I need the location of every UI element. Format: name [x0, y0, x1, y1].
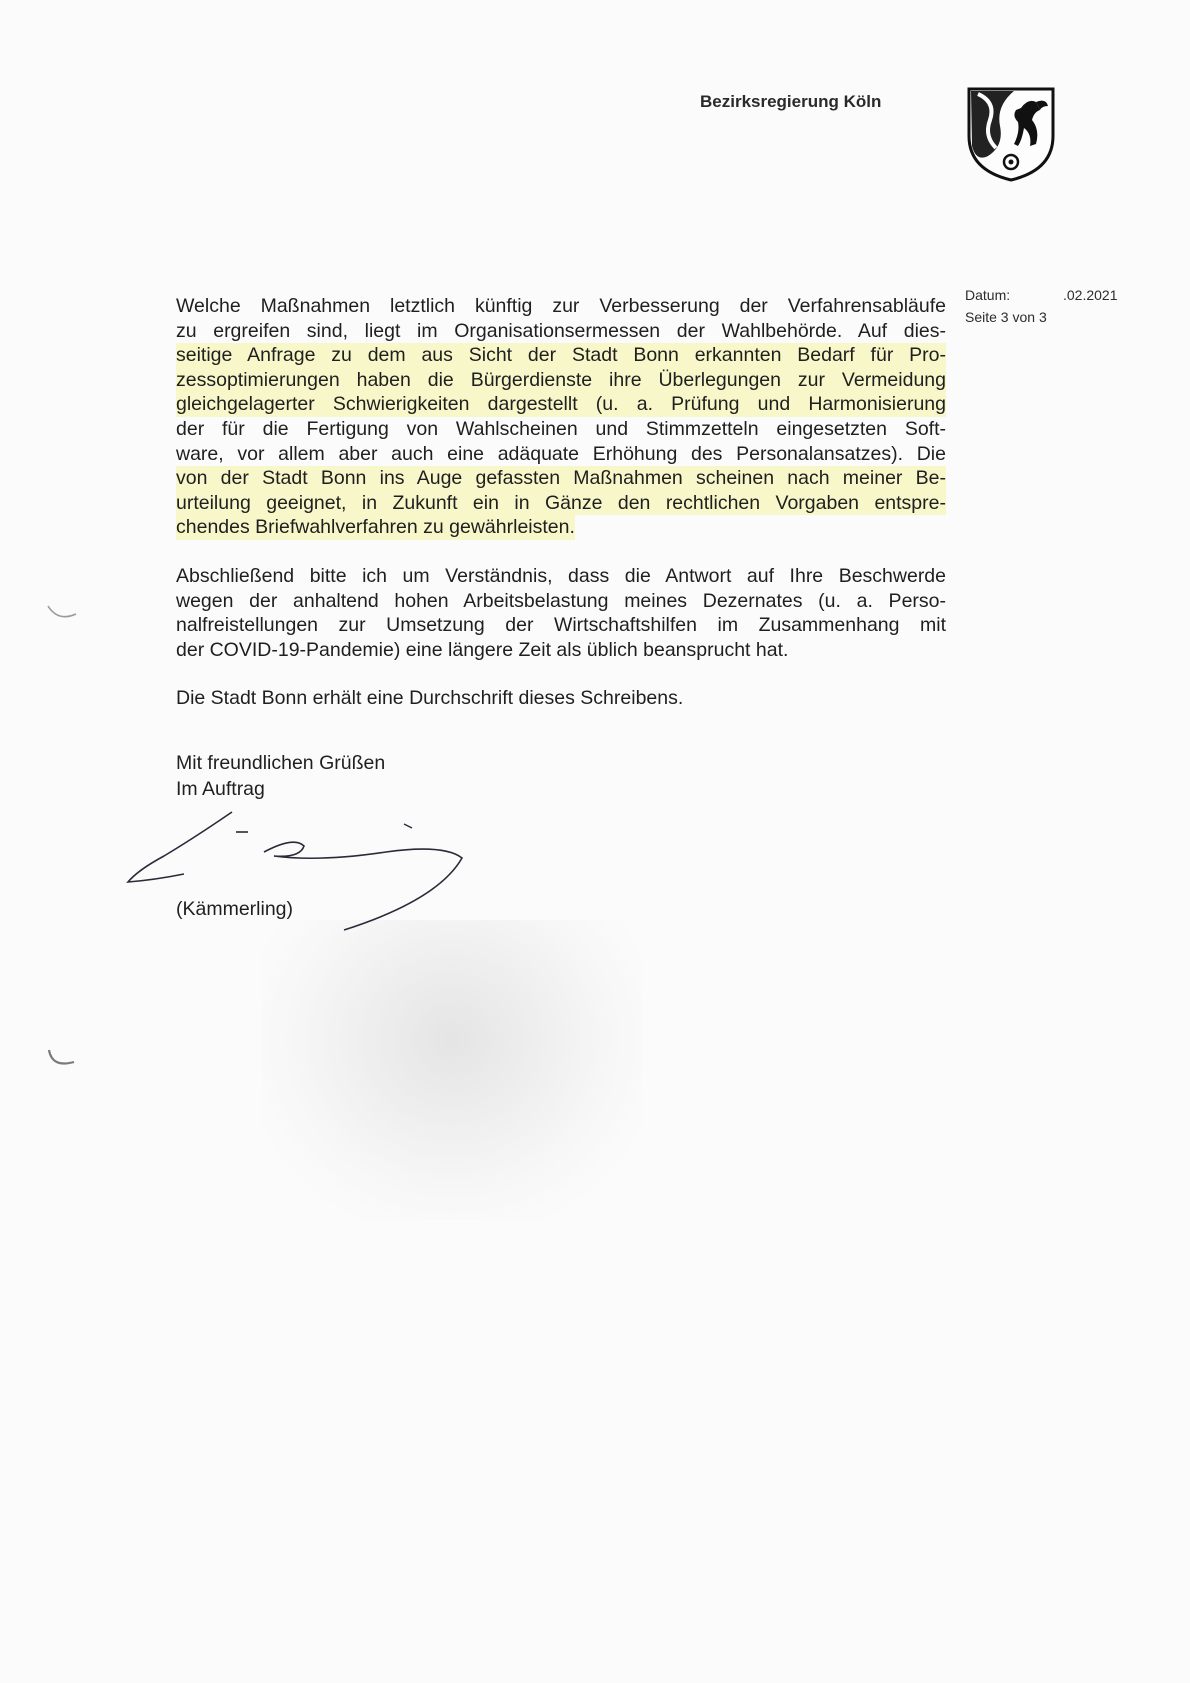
text-line: wegen der anhaltend hohen Arbeitsbelastung meines Dezernates (u. a. Perso-: [176, 589, 946, 612]
punch-hole-icon: [44, 600, 80, 630]
text-line: seitige Anfrage zu dem aus Sicht der Stadt Bonn erkannten Bedarf für Pro-: [176, 344, 946, 367]
text-line: zu ergreifen sind, liegt im Organisationsermessen der Wahlbehörde. Auf dies-: [176, 319, 946, 342]
paragraph-apology: [176, 564, 946, 662]
text-line: Die Stadt Bonn erhält eine Durchschrift dieses Schreibens.: [176, 687, 684, 710]
date-label: Datum:: [965, 287, 1011, 303]
signer-name: (Kämmerling): [176, 898, 294, 920]
text-line: ware, vor allem aber auch eine adäquate Erhöhung des Personalansatzes). Die: [176, 442, 946, 465]
text-line: urteilung geeignet, in Zukunft ein in Gänze den rechtlichen Vorgaben entspre-: [176, 491, 946, 514]
text-line: der für die Fertigung von Wahlscheinen und Stimmzetteln eingesetzten Soft-: [176, 417, 946, 440]
issuing-authority: Bezirksregierung Köln: [700, 92, 882, 111]
text-line: zessoptimierungen haben die Bürgerdienste ihre Überlegungen zur Vermeidung: [176, 368, 946, 391]
paragraph-copy-notice: [176, 686, 946, 711]
text-line: gleichgelagerter Schwierigkeiten dargestellt (u. a. Prüfung und Harmonisierung: [176, 393, 946, 416]
text-line: Welche Maßnahmen letztlich künftig zur Verbesserung der Verfahrensabläufe: [176, 295, 946, 317]
scan-smudge: [262, 920, 642, 1220]
letter-body: [176, 294, 946, 735]
page-info: Seite 3 von 3: [965, 309, 1047, 325]
text-line: der COVID-19-Pandemie) eine längere Zeit als üblich beansprucht hat.: [176, 638, 789, 661]
date-value: .02.2021: [1063, 287, 1118, 303]
letter-meta: [965, 284, 1145, 328]
paragraph-measures: [176, 294, 946, 540]
text-line: nalfreistellungen zur Umsetzung der Wirtschaftshilfen im Zusammenhang mit: [176, 614, 946, 637]
letter-closing: [176, 750, 385, 802]
text-line: Abschließend bitte ich um Verständnis, dass die Antwort auf Ihre Beschwerde: [176, 564, 946, 587]
nrw-coat-of-arms-icon: [966, 86, 1056, 182]
closing-authority: Im Auftrag: [176, 778, 265, 800]
punch-hole-icon: [44, 1046, 80, 1076]
closing-greeting: Mit freundlichen Grüßen: [176, 752, 386, 774]
text-line: chendes Briefwahlverfahren zu gewährleisten.: [176, 516, 575, 539]
text-line: von der Stadt Bonn ins Auge gefassten Maßnahmen scheinen nach meiner Be-: [176, 467, 946, 490]
